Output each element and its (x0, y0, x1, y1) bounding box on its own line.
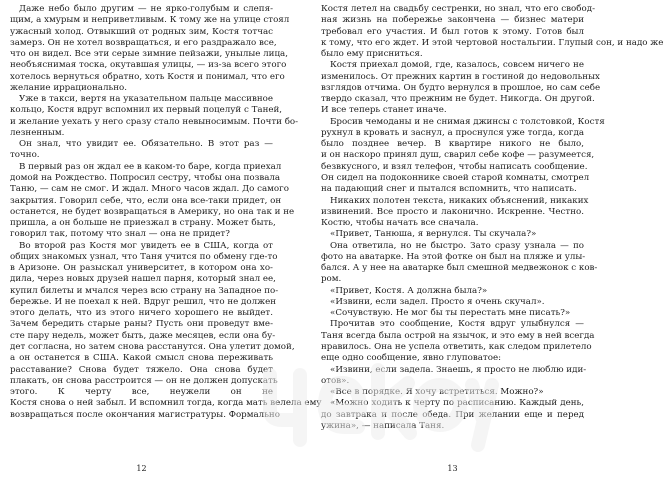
text-line: ная жизнь на побережье закончена — бизнес матери (321, 15, 584, 26)
text-line: возвращаться после окончания магистратуры. Формально (10, 409, 280, 420)
left-page (10, 4, 322, 474)
text-line: Во второй раз Костя мог увидеть ее в США, когда от (19, 240, 273, 251)
text-line: «Все в порядке. Я хочу встретиться. Можно?» (330, 387, 544, 398)
watermark-logo (250, 355, 500, 455)
text-line: общих знакомых узнал, что Таня учится по обмену где-то (10, 251, 278, 262)
text-line: сте пару недель, может быть, даже месяцев, если она бу- (10, 330, 276, 341)
text-line: на падающий снег и пытался вспомнить, что написать. (321, 184, 577, 195)
text-line: Он знал, что увидит ее. Обязательно. В этот раз — (19, 139, 273, 150)
text-line: ужасный холод. Отвыкший от родных зим, Костя тотчас (10, 26, 273, 37)
text-line: говорил так, потому что знал — она не придет? (10, 229, 230, 240)
text-line: ужина», — написала Таня. (321, 420, 445, 431)
text-line: домой на Рождество. Попросил сестру, чтобы она позвала (10, 172, 281, 183)
text-line: «Сочувствую. Не мог бы ты перестать мне писать?» (330, 308, 571, 319)
text-line: Таню, — сам не смог. И ждал. Много часов ждал. До самого (10, 184, 289, 195)
text-line: «Привет, Костя. А должна была?» (330, 285, 488, 296)
text-line: безвкусного, и взял телефон, чтобы написать сообщение. (321, 161, 588, 172)
text-line: Костя снова о ней забыл. И вспомнил тогда, когда мать велела ему (10, 398, 322, 409)
text-line: бался. А у нее на аватарке был смешной медвежонок с ков- (321, 263, 598, 274)
text-line: Костю, чтобы начать все сначала. (321, 218, 479, 229)
text-line: дет согласна, но затем снова расстанутся. Она улетит домой, (10, 341, 295, 352)
text-line: было позднее вечер. В квартире никого не было, (321, 139, 584, 150)
text-line: закрытия. Говорил себе, что, если она все-таки придет, он (10, 195, 282, 206)
text-line: Костя приехал домой, где, казалось, совсем ничего не (330, 60, 584, 71)
text-line: Она ответила, но не быстро. Зато сразу узнала — по (330, 240, 584, 251)
text-line: изменилось. От прежних картин в гостиной до недовольных (321, 71, 600, 82)
text-line: что он видел. Все эти серые зимние пейзажи, унылые лица, (10, 49, 288, 60)
text-line: желание иррационально. (10, 82, 128, 93)
text-line: Бросив чемоданы и не снимая джинсы с толстовкой, Костя (330, 116, 605, 127)
text-line: Никаких полотен текста, никаких объяснений, никаких (330, 195, 589, 206)
left-page-number: 12 (136, 464, 147, 473)
text-line: требовал его участия. И был готов к этому. Готов был (321, 26, 584, 37)
text-line: «Привет, Танюша, я вернулся. Ты скучала?» (330, 229, 537, 240)
text-line: отов». (321, 375, 350, 386)
text-line: нравилось. Она не успела ответить, как следом прилетело (321, 341, 592, 352)
text-line: Таня всегда была острой на язычок, и это ему в ней всегда (321, 330, 595, 341)
text-line: фото на аватарке. На этой фотке он был на пляже и улы- (321, 251, 586, 262)
text-line: дила, через новых друзей нашел парня, который знал ее, (10, 274, 276, 285)
text-line: «Можно ходить к черту по расписанию. Каждый день, (330, 398, 584, 409)
text-line: кольцо, Костя вдруг вспомнил их первый поцелуй с Таней, (10, 105, 283, 116)
text-line: Он сидел на подоконнике своей старой комнаты, смотрел (321, 172, 590, 183)
text-line: щим, а хмурым и неприветливым. К тому же на улице стоял (10, 15, 290, 26)
text-line: лезненным. (10, 127, 65, 138)
text-line: расставание? Снова будет тяжело. Она снова будет (10, 364, 273, 375)
text-line: взглядов отчима. Он будто вернулся в прошлое, но сам себе (321, 82, 601, 93)
text-line: еще одно сообщение, явно глуповатое: (321, 353, 502, 364)
text-line: купил билеты и мчался через всю страну на Западное по- (10, 285, 279, 296)
text-line: Зачем бередить старые раны? Пусть они проведут вме- (10, 319, 273, 330)
text-line: Уже в такси, вертя на указательном пальце массивное (19, 94, 273, 105)
text-line: В первый раз он ждал ее в каком-то баре, когда приехал (19, 161, 282, 172)
text-line: и желание уехать у него сразу стало невыносимым. Почти бо- (10, 116, 299, 127)
text-line: точно. (10, 150, 40, 161)
text-line: пришла, а он больше не приезжал в страну. Может быть, (10, 218, 276, 229)
text-line: извинений. Все просто и лаконично. Искренне. Честно. (321, 206, 584, 217)
text-line: бережье. И не поехал к ней. Вдруг решил, что не должен (10, 296, 277, 307)
text-line: плакать, он снова расстроится — он не должен допускать (10, 375, 278, 386)
text-line: в Аризоне. Он разыскал университет, в котором она хо- (10, 263, 273, 274)
text-line: Прочитав это сообщение, Костя вдруг улыбнулся — (330, 319, 584, 330)
text-line: Даже небо было другим — не ярко-голубым и слепя- (19, 4, 273, 14)
text-line: твердо сказал, что прежним не будет. Никогда. Он другой. (321, 94, 595, 105)
text-line: И все теперь станет иначе. (321, 105, 447, 116)
text-line: этого. К черту все, неужели он не (10, 387, 273, 398)
text-line: к тому, что его ждет. И этой чертовой ностальгии. Глупый сон, и надо же (321, 37, 663, 48)
text-line: Костя летел на свадьбу сестренки, но знал, что его свобод- (321, 4, 596, 14)
text-line: хотелось вернуться обратно, хоть Костя и понимал, что его (10, 71, 285, 82)
text-line: ром. (321, 274, 342, 285)
text-line: «Извини, если задела. Знаешь, я просто не люблю иди- (330, 364, 587, 375)
text-line: необъяснимая тоска, окутавшая улицы, — из-за всего этого (10, 60, 287, 71)
text-line: было ему присниться. (321, 49, 423, 60)
text-line: и он наскоро принял душ, сварил себе кофе — разумеется, (321, 150, 595, 161)
text-line: а он останется в США. Какой смысл снова переживать (10, 353, 273, 364)
text-line: до завтрака и после обеда. При желании еще и перед (321, 409, 584, 420)
right-page-number: 13 (447, 464, 458, 473)
text-line: останется, не будет возвращаться в Америку, но она так и не (10, 206, 295, 217)
text-line: замерз. Он не хотел возвращаться, и его раздражало все, (10, 37, 277, 48)
text-line: этого делать, что из этого ничего хорошего не выйдет. (10, 308, 273, 319)
text-line: рухнул в кровать и заснул, а проснулся уже тогда, когда (321, 127, 584, 138)
left-page-text (10, 4, 322, 456)
text-line: «Извини, если задел. Просто я очень скучал». (330, 296, 545, 307)
